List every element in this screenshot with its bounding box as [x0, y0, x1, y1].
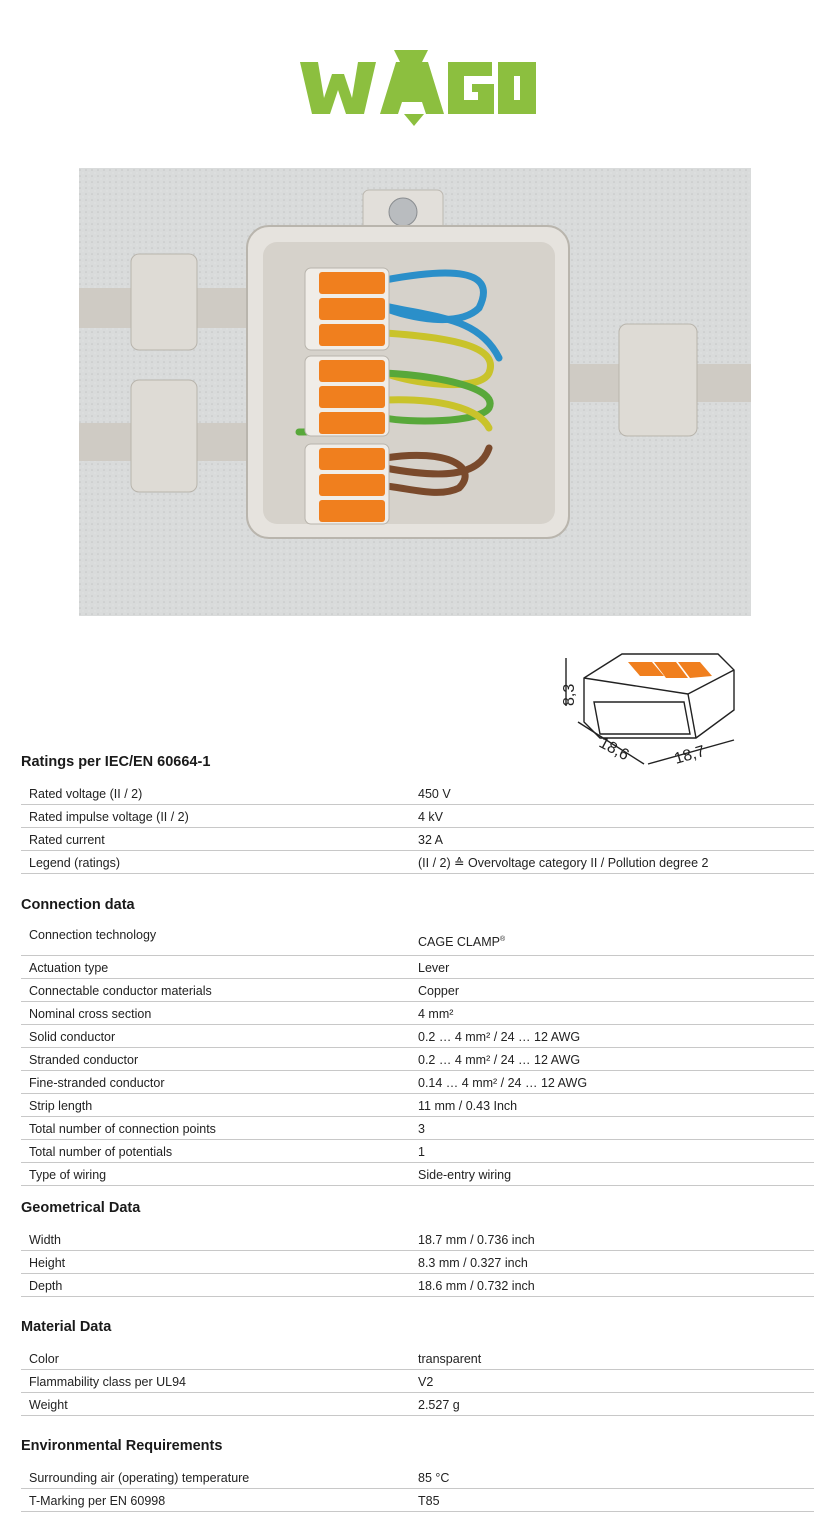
- table-row: [21, 805, 814, 828]
- section-title: Material Data: [21, 1319, 112, 1335]
- row-label: Height: [29, 1255, 66, 1270]
- row-value: T85: [418, 1493, 440, 1508]
- row-value: Copper: [418, 983, 459, 998]
- table-row: [21, 782, 814, 805]
- row-label: Connectable conductor materials: [29, 983, 212, 998]
- logo-text: WAGO: [296, 44, 300, 45]
- row-label: Total number of potentials: [29, 1144, 173, 1159]
- table-row: [21, 1393, 814, 1416]
- product-photo: [79, 168, 751, 616]
- row-value: 450 V: [418, 786, 451, 801]
- row-value: 0.2 … 4 mm² / 24 … 12 AWG: [418, 1052, 581, 1067]
- row-value: 32 A: [418, 832, 444, 847]
- table-row: [21, 1071, 814, 1094]
- section-connection-data: [21, 895, 814, 1186]
- row-value: 11 mm / 0.43 Inch: [418, 1098, 518, 1113]
- row-label: Width: [29, 1232, 61, 1247]
- row-label: Rated voltage (II / 2): [29, 786, 143, 801]
- row-label: Type of wiring: [29, 1167, 107, 1182]
- table-row: [21, 1025, 814, 1048]
- table-row: [21, 1274, 814, 1297]
- row-label: Strip length: [29, 1098, 93, 1113]
- section-geometrical-data: [21, 1198, 814, 1297]
- section-environmental-requirements: [21, 1436, 814, 1512]
- table-row: [21, 828, 814, 851]
- dim-depth: 18,6: [596, 734, 632, 765]
- row-label: Stranded conductor: [29, 1052, 139, 1067]
- row-value: 0.2 … 4 mm² / 24 … 12 AWG: [418, 1029, 581, 1044]
- row-value: 8.3 mm / 0.327 inch: [418, 1255, 528, 1270]
- table-row: [21, 1347, 814, 1370]
- table-row: [21, 1163, 814, 1186]
- row-label: Actuation type: [29, 960, 109, 975]
- section-material-data: [21, 1317, 814, 1416]
- table-row: [21, 979, 814, 1002]
- row-label: Surrounding air (operating) temperature: [29, 1470, 250, 1485]
- row-value-text: CAGE CLAMP: [418, 935, 500, 949]
- row-label: Legend (ratings): [29, 855, 121, 870]
- row-value: V2: [418, 1374, 434, 1389]
- section-title: Environmental Requirements: [21, 1438, 223, 1454]
- row-value: Lever: [418, 960, 450, 975]
- table-row: [21, 1489, 814, 1512]
- row-value: 4 mm²: [418, 1006, 454, 1021]
- table-row: [21, 1002, 814, 1025]
- row-label: Flammability class per UL94: [29, 1374, 186, 1389]
- row-value: 4 kV: [418, 809, 444, 824]
- row-label: Fine-stranded conductor: [29, 1075, 165, 1090]
- table-row: [21, 925, 814, 956]
- row-value: 0.14 … 4 mm² / 24 … 12 AWG: [418, 1075, 588, 1090]
- table-row: [21, 1251, 814, 1274]
- table-row: [21, 1140, 814, 1163]
- table-row: [21, 851, 814, 874]
- table-row: [21, 1117, 814, 1140]
- row-value: 1: [418, 1144, 425, 1159]
- section-title: Connection data: [21, 897, 135, 913]
- row-label: Total number of connection points: [29, 1121, 216, 1136]
- row-label: Nominal cross section: [29, 1006, 152, 1021]
- table-row: [21, 1048, 814, 1071]
- table-row: [21, 956, 814, 979]
- row-value: transparent: [418, 1351, 482, 1366]
- row-value: (II / 2) ≙ Overvoltage category II / Pollution degree 2: [418, 856, 709, 870]
- table-row: [21, 1094, 814, 1117]
- row-value: 18.7 mm / 0.736 inch: [418, 1232, 535, 1247]
- row-label: Solid conductor: [29, 1029, 116, 1044]
- table-row: [21, 1228, 814, 1251]
- table-row: [21, 1370, 814, 1393]
- dim-height: 8,3: [561, 683, 578, 706]
- row-label: Connection technology: [29, 928, 157, 942]
- row-value: 3: [418, 1121, 425, 1136]
- table-row: [21, 1466, 814, 1489]
- dim-width: 18,7: [672, 742, 708, 768]
- wago-logo: [296, 44, 538, 128]
- row-label: Rated current: [29, 832, 105, 847]
- row-value: 85 °C: [418, 1470, 450, 1485]
- row-value: 2.527 g: [418, 1397, 460, 1412]
- row-label: Rated impulse voltage (II / 2): [29, 809, 189, 824]
- section-ratings: [21, 752, 814, 874]
- row-label: T-Marking per EN 60998: [29, 1493, 166, 1508]
- row-label: Weight: [29, 1397, 68, 1412]
- section-title: Geometrical Data: [21, 1200, 141, 1216]
- row-label: Depth: [29, 1278, 63, 1293]
- row-label: Color: [29, 1351, 59, 1366]
- registered-mark: ®: [499, 935, 506, 943]
- row-value: [418, 925, 814, 955]
- row-value: 18.6 mm / 0.732 inch: [418, 1278, 535, 1293]
- row-value: Side-entry wiring: [418, 1167, 512, 1182]
- section-title: Ratings per IEC/EN 60664-1: [21, 754, 211, 770]
